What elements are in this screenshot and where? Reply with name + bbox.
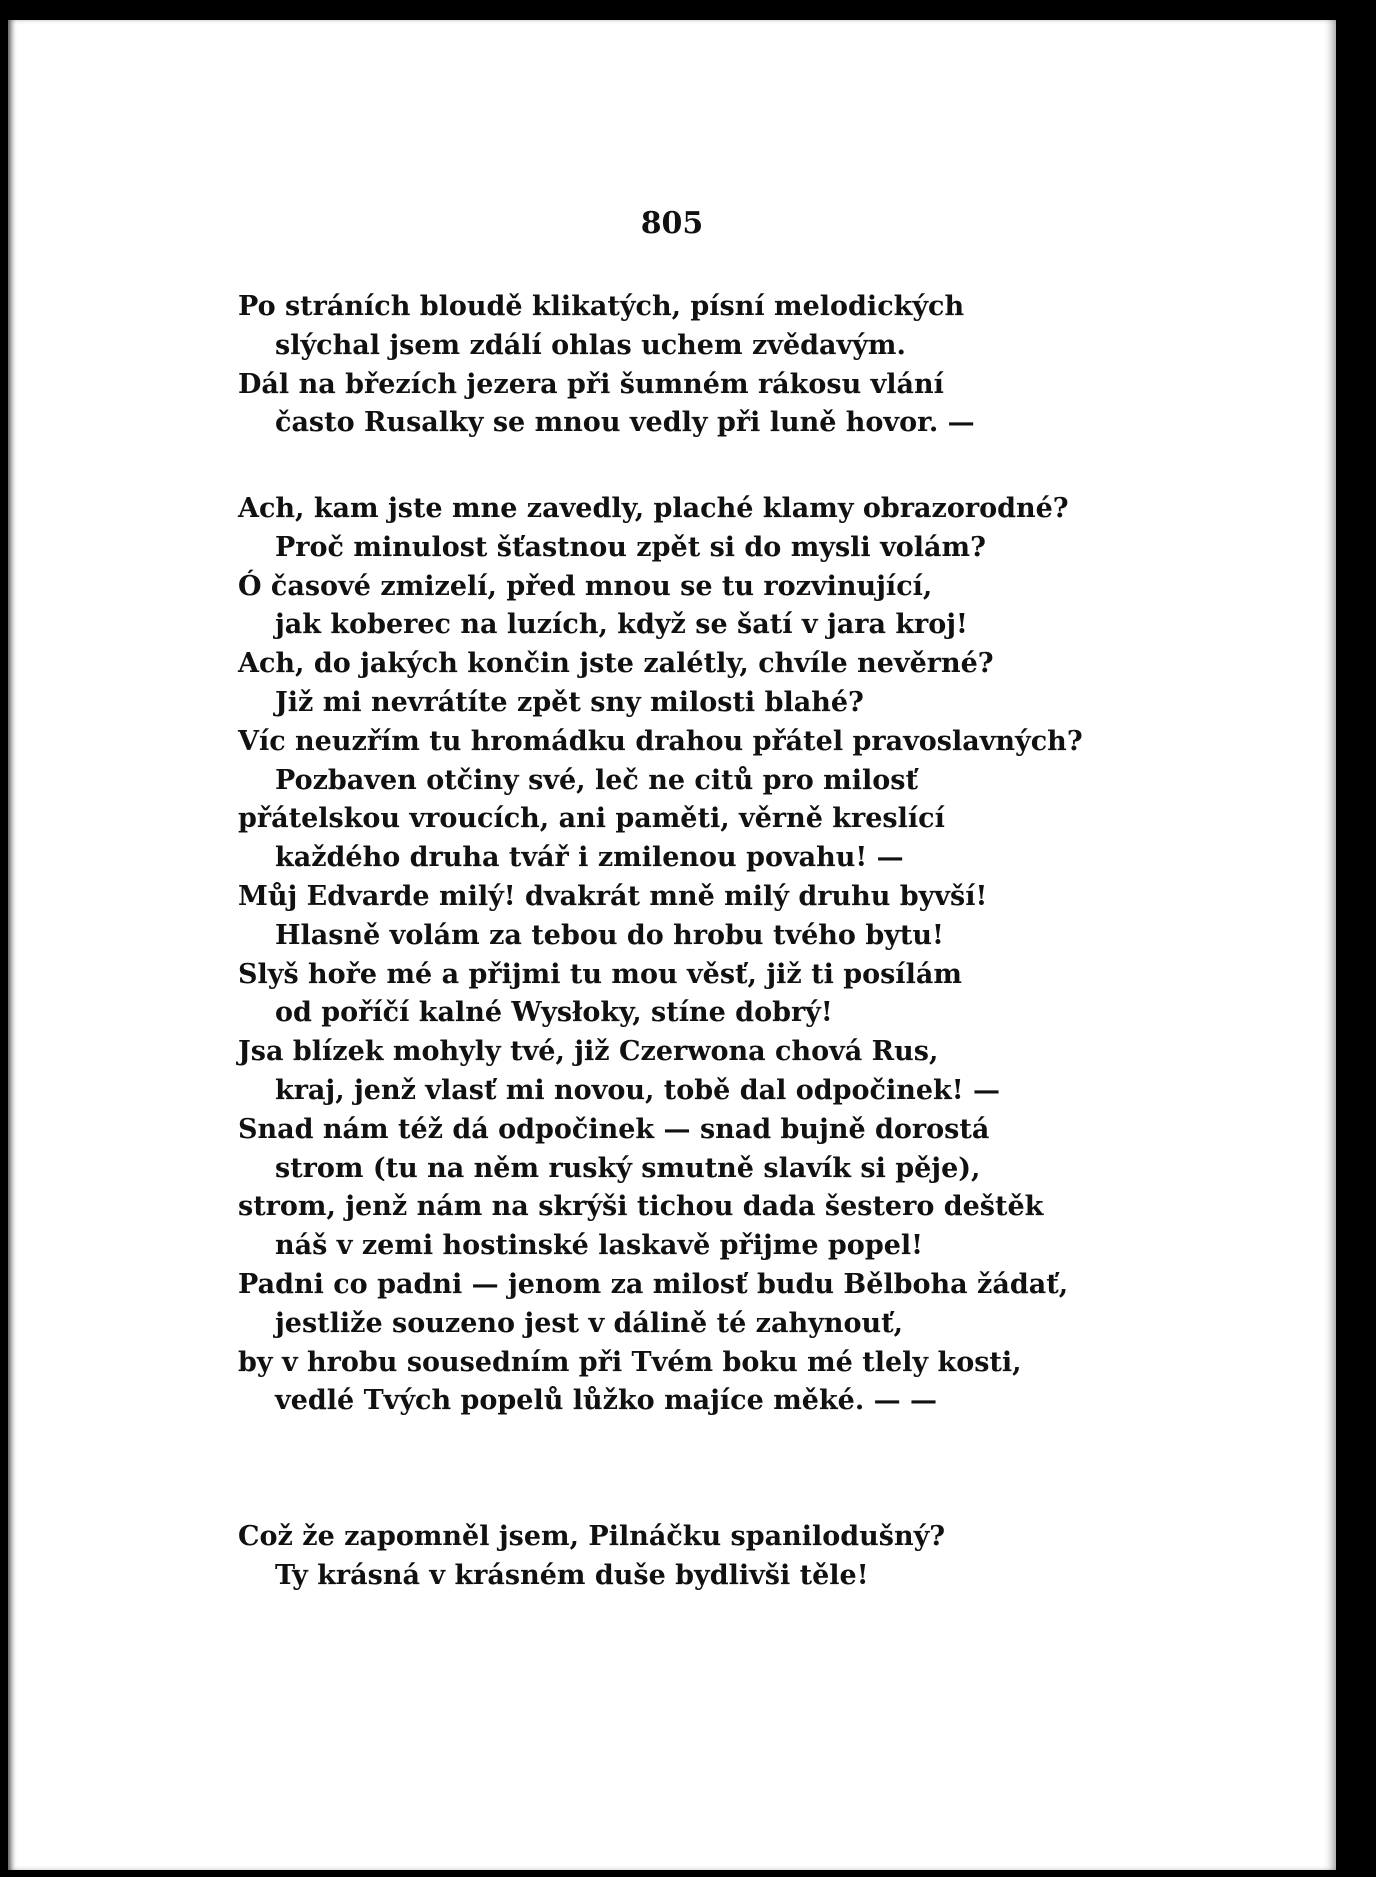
verse-line: jestliže souzeno jest v dálině té zahynouť, [275,1307,903,1339]
verse-line: Můj Edvarde milý! dvakrát mně milý druhu byvší! [238,880,988,912]
verse-line: Proč minulost šťastnou zpět si do mysli volám? [275,531,986,563]
verse-line: Ty krásná v krásném duše bydlivši těle! [275,1559,869,1591]
stanza [238,490,1238,1421]
verse-line: Víc neuzřím tu hromádku drahou přátel pravoslavných? [238,725,1083,757]
verse-line: Slyš hoře mé a přijmi tu mou věsť, již ti posílám [238,958,962,990]
verse-line: Ó časové zmizelí, před mnou se tu rozvinující, [238,570,933,602]
verse-line: Dál na březích jezera při šumném rákosu vlání [238,368,944,400]
verse-line: Což že zapomněl jsem, Pilnáčku spanilodušný? [238,1521,946,1552]
verse-line: od poříčí kalné Wysłoky, stíne dobrý! [275,997,833,1029]
verse-line: každého druha tvář i zmilenou povahu! — [275,842,904,874]
verse-line: náš v zemi hostinské laskavě přijme popel! [275,1230,923,1262]
verse-line: slýchal jsem zdálí ohlas uchem zvědavým. [275,329,906,361]
stanza [238,288,1238,443]
verse-line: vedlé Tvých popelů lůžko majíce měké. — — [275,1385,938,1417]
verse-line: by v hrobu sousedním při Tvém boku mé tlely kosti, [238,1346,1022,1378]
page-number: 805 [640,206,704,241]
verse-line: strom, jenž nám na skrýši tichou dada šestero deštěk [238,1191,1044,1223]
book-page [8,20,1336,1870]
verse-line: Ach, kam jste mne zavedly, plaché klamy obrazorodné? [238,493,1069,524]
verse-line: Ach, do jakých končin jste zalétly, chvíle nevěrné? [238,648,994,680]
stanza [238,1518,1238,1596]
verse-line: Padni co padni — jenom za milosť budu Bělboha žádať, [238,1268,1069,1300]
verse-line: Pozbaven otčiny své, leč ne citů pro milosť [275,764,918,796]
verse-line: často Rusalky se mnou vedly při luně hovor. — [275,407,975,439]
verse-line: strom (tu na něm ruský smutně slavík si pěje), [275,1152,981,1184]
verse-line: Jsa blízek mohyly tvé, již Czerwona chová Rus, [238,1036,939,1068]
verse-line: kraj, jenž vlasť mi novou, tobě dal odpočinek! — [275,1074,1001,1106]
verse-line: Již mi nevrátíte zpět sny milosti blahé? [275,686,864,718]
verse-line: Snad nám též dá odpočinek — snad bujně dorostá [238,1113,990,1145]
verse-line: Po stráních bloudě klikatých, písní melodických [238,291,965,322]
verse-line: přátelskou vroucích, ani paměti, věrně kreslící [238,803,945,835]
verse-line: Hlasně volám za tebou do hrobu tvého bytu! [275,919,944,951]
verse-line: jak koberec na luzích, když se šatí v jara kroj! [275,609,968,641]
